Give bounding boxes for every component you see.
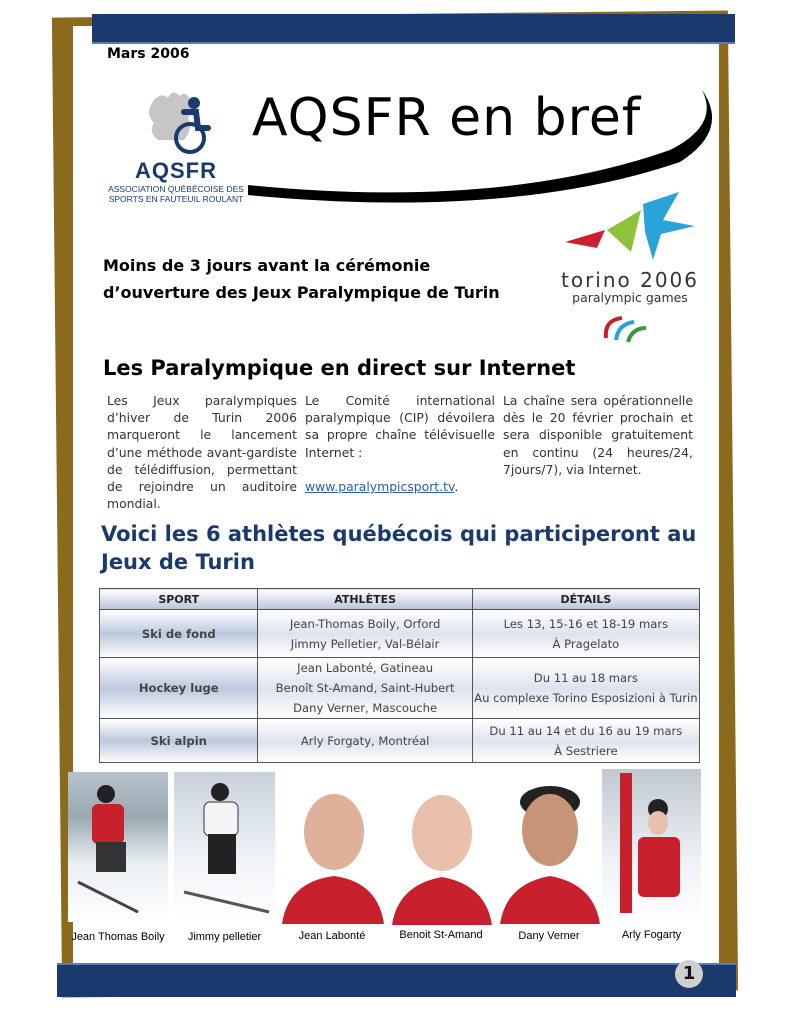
- athletes-table: [99, 588, 700, 763]
- section-title-internet: Les Paralympique en direct sur Internet: [103, 356, 576, 380]
- sport-cell: Ski de fond: [100, 610, 258, 658]
- aqsfr-logo: [106, 88, 246, 210]
- logo-wordmark: AQSFR: [135, 158, 217, 183]
- details-cell: Du 11 au 18 mars Au complexe Torino Esposizioni à Turin: [472, 658, 699, 719]
- athlete-photo-pelletier: [174, 772, 275, 922]
- sport-cell: Ski alpin: [100, 719, 258, 763]
- photo-caption: Arly Fogarty: [621, 929, 682, 941]
- photo-caption: Jean Labonté: [298, 930, 366, 942]
- article-column-2: Le Comité international paralympique (CIP) dévoilera sa propre chaîne télévisuelle Internet : www.paralympicsport.tv.: [305, 393, 495, 495]
- bottom-band: [57, 963, 736, 997]
- header-sport: SPORT: [100, 589, 258, 610]
- article-column-3: La chaîne sera opérationnelle dès le 20 février prochain et sera disponible gratuitement en continu (24 heures/24, 7jours/7), via Internet.: [503, 393, 693, 477]
- athletes-cell: Arly Forgaty, Montréal: [258, 719, 472, 763]
- page-number: 1: [675, 960, 703, 988]
- athlete-photo-labonte: [278, 772, 386, 924]
- photo-caption: Benoit St-Amand: [399, 929, 483, 941]
- table-row: [100, 658, 700, 719]
- section-title-athletes: Voici les 6 athlètes québécois qui participeront au Jeux de Turin: [101, 522, 697, 574]
- sport-cell: Hockey luge: [100, 658, 258, 719]
- table-row: [100, 719, 700, 763]
- athlete-photo-boily: [68, 772, 168, 922]
- paralympic-agitos-icon: [600, 314, 650, 344]
- photo-caption: Jean Thomas Boily: [71, 931, 165, 943]
- table-row: [100, 610, 700, 658]
- torino-wordmark: torino 2006: [560, 268, 700, 292]
- table-header-row: [100, 589, 700, 610]
- athlete-photo-fogarty: [602, 769, 701, 922]
- logo-subtitle: ASSOCIATION QUÉBÉCOISE DES SPORTS EN FAUTEUIL ROULANT: [108, 184, 244, 204]
- athletes-cell: Jean-Thomas Boily, Orford Jimmy Pelletier, Val-Bélair: [258, 610, 472, 658]
- athlete-photo-verner: [496, 772, 602, 924]
- photo-caption: Jimmy pelletier: [187, 931, 262, 943]
- torino-stars-icon: [545, 190, 715, 268]
- athletes-cell: Jean Labonté, Gatineau Benoît St-Amand, Saint-Hubert Dany Verner, Mascouche: [258, 658, 472, 719]
- photo-caption: Dany Verner: [518, 930, 580, 942]
- paralympicsport-link[interactable]: www.paralympicsport.tv: [305, 479, 455, 495]
- athlete-photo-st-amand: [388, 775, 494, 925]
- issue-date: Mars 2006: [107, 46, 190, 62]
- details-cell: Du 11 au 14 et du 16 au 19 mars À Sestriere: [472, 719, 699, 763]
- torino-subtitle: paralympic games: [572, 290, 688, 305]
- intro-heading: Moins de 3 jours avant la cérémonie d’ouverture des Jeux Paralympique de Turin: [103, 256, 500, 302]
- article-column-1: Les Jeux paralympiques d’hiver de Turin 2006 marqueront le lancement d’une méthode avant-gardiste de télédiffusion, permettant de rejoindre un auditoire mondial.: [107, 393, 297, 512]
- header-athletes: ATHLÈTES: [258, 589, 472, 610]
- wheelchair-logo-icon: [134, 88, 224, 158]
- top-band: [92, 14, 735, 44]
- torino-2006-logo: [545, 190, 715, 350]
- header-details: DÉTAILS: [472, 589, 699, 610]
- newsletter-title: AQSFR en bref: [252, 88, 642, 148]
- details-cell: Les 13, 15-16 et 18-19 mars À Pragelato: [472, 610, 699, 658]
